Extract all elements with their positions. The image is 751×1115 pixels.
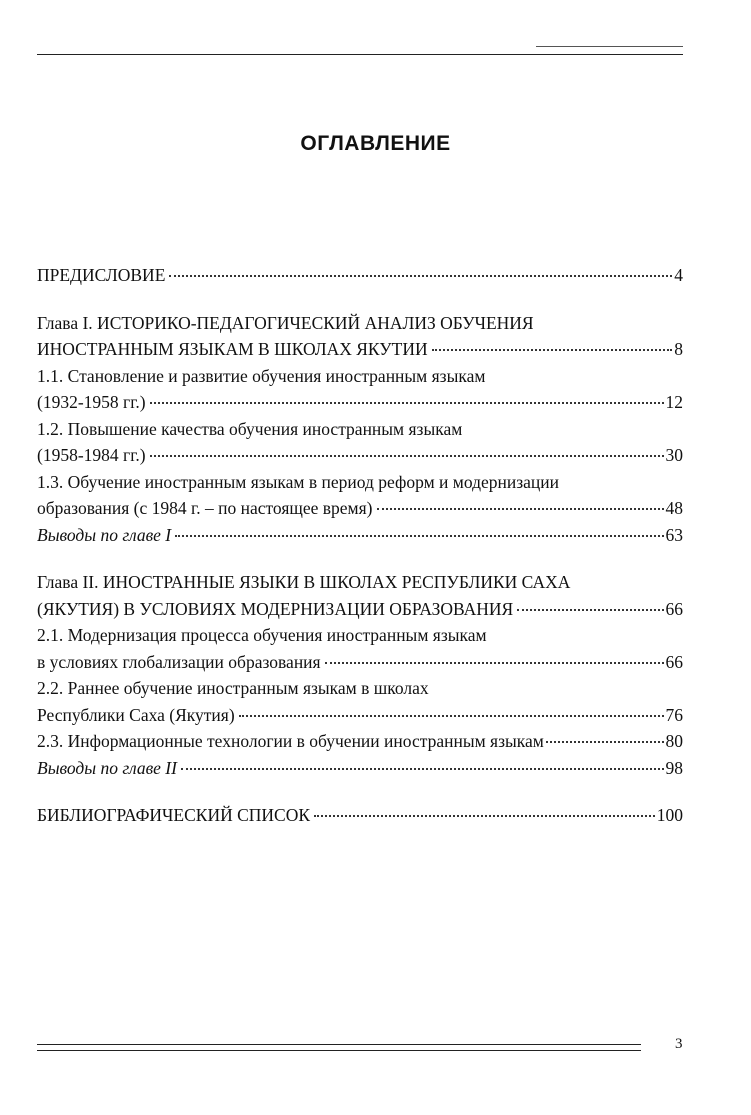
toc-section-2-1-heading: 2.1. Модернизация процесса обучения иностранным языкам bbox=[37, 625, 487, 645]
toc-entry-chapter1: ИНОСТРАННЫМ ЯЗЫКАМ В ШКОЛАХ ЯКУТИИ 8 bbox=[37, 336, 683, 363]
toc-entry-text: ПРЕДИСЛОВИЕ bbox=[37, 265, 166, 285]
toc-page-number: 100 bbox=[656, 805, 683, 825]
header-rule bbox=[37, 54, 683, 55]
toc-entry-conclusions-2: Выводы по главе II 98 bbox=[37, 755, 683, 782]
dot-leader bbox=[325, 662, 664, 664]
toc-page-number: 4 bbox=[674, 265, 683, 285]
dot-leader bbox=[239, 715, 664, 717]
toc-page-number: 76 bbox=[665, 704, 683, 725]
page-title: ОГЛАВЛЕНИЕ bbox=[300, 132, 451, 155]
toc-entry-preface bbox=[37, 262, 683, 289]
toc-page-number: 66 bbox=[665, 651, 683, 672]
toc-section-1-2-heading: 1.2. Повышение качества обучения иностранным языкам bbox=[37, 418, 463, 439]
toc-entry-chapter2: (ЯКУТИЯ) В УСЛОВИЯХ МОДЕРНИЗАЦИИ ОБРАЗОВАНИЯ 66 bbox=[37, 596, 683, 623]
toc-entry-bibliography: БИБЛИОГРАФИЧЕСКИЙ СПИСОК 100 bbox=[37, 802, 683, 829]
toc-chapter2-heading: Глава II. ИНОСТРАННЫЕ ЯЗЫКИ В ШКОЛАХ РЕСПУБЛИКИ САХА bbox=[37, 572, 571, 592]
dot-leader bbox=[175, 535, 663, 537]
page-number: 3 bbox=[675, 1036, 683, 1052]
table-of-contents bbox=[37, 262, 683, 829]
toc-chapter1-heading: Глава I. ИСТОРИКО-ПЕДАГОГИЧЕСКИЙ АНАЛИЗ ОБУЧЕНИЯ bbox=[37, 312, 534, 333]
toc-entry-section-1-3: образования (с 1984 г. – по настоящее время) 48 bbox=[37, 495, 683, 522]
toc-section-2-2-heading: 2.2. Раннее обучение иностранным языкам в школах bbox=[37, 678, 429, 698]
toc-entry-conclusions-1: Выводы по главе I 63 bbox=[37, 522, 683, 549]
toc-entry-section-1-1: (1932-1958 гг.) 12 bbox=[37, 389, 683, 416]
toc-page-number: 80 bbox=[665, 731, 683, 751]
dot-leader bbox=[169, 275, 672, 277]
footer-rule-double bbox=[37, 1050, 641, 1051]
dot-leader bbox=[377, 508, 664, 510]
toc-page-number: 12 bbox=[665, 392, 683, 412]
toc-section-1-3-heading: 1.3. Обучение иностранным языкам в период реформ и модернизации bbox=[37, 471, 560, 492]
toc-entry-section-2-2: Республики Саха (Якутия) 76 bbox=[37, 702, 683, 729]
dot-leader bbox=[181, 768, 664, 770]
dot-leader bbox=[517, 609, 663, 611]
dot-leader bbox=[314, 815, 655, 817]
toc-page-number: 66 bbox=[665, 598, 683, 619]
toc-page-number: 63 bbox=[665, 524, 683, 545]
toc-entry-section-2-3: 2.3. Информационные технологии в обучении иностранным языкам 80 bbox=[37, 728, 683, 755]
header-rule-short bbox=[536, 46, 683, 47]
toc-page-number: 30 bbox=[665, 445, 683, 465]
dot-leader bbox=[150, 402, 664, 404]
dot-leader bbox=[546, 741, 664, 743]
toc-section-1-1-heading: 1.1. Становление и развитие обучения иностранным языкам bbox=[37, 365, 486, 386]
toc-entry-section-1-2: (1958-1984 гг.) 30 bbox=[37, 442, 683, 469]
dot-leader bbox=[150, 455, 664, 457]
toc-entry-section-2-1: в условиях глобализации образования 66 bbox=[37, 649, 683, 676]
toc-page-number: 98 bbox=[665, 757, 683, 778]
toc-page-number: 48 bbox=[665, 498, 683, 518]
footer-rule bbox=[37, 1044, 641, 1045]
dot-leader bbox=[432, 349, 673, 351]
toc-page-number: 8 bbox=[674, 339, 683, 359]
